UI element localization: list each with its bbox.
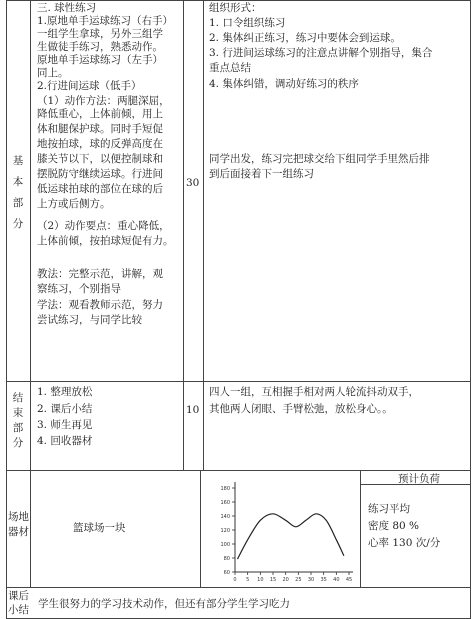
load-line: 心率 130 次/分 — [368, 537, 441, 549]
label-char: 部 — [12, 197, 24, 209]
label-char: 本 — [12, 176, 24, 188]
row-divider-venue-summary — [6, 587, 471, 588]
content-line: 体和腿保护球。同时手短促 — [37, 123, 163, 135]
org-line: 1. 口令组织练习 — [209, 17, 286, 29]
x-tick-label: 30 — [307, 577, 315, 583]
load-line: 密度 80 % — [368, 520, 420, 532]
org-line: 四人一组，互相握手相对两人轮流抖动双手， — [209, 386, 419, 398]
label-char: 分 — [12, 437, 24, 449]
summary-content: 学生很努力的学习技术动作，但还有部分学生学习吃力 — [38, 598, 290, 610]
content-line: 低运球拍球的部位在球的后 — [37, 183, 163, 195]
content-line: 教法：完整示范，讲解，观 — [37, 268, 163, 280]
ending-item: 3. 师生再见 — [37, 419, 93, 431]
col-divider-content — [183, 0, 184, 470]
x-tick-label: 20 — [282, 577, 289, 583]
label-line: 小结 — [8, 604, 29, 616]
content-line: 膝关节以下，以便控制球和 — [37, 153, 163, 165]
content-line: 学法：观看教师示范，努力 — [37, 299, 163, 311]
x-tick-label: 35 — [320, 577, 327, 583]
label-line: 课后 — [8, 590, 29, 602]
basic-time: 30 — [186, 177, 200, 189]
venue-content: 篮球场一块 — [73, 522, 126, 534]
content-line: 2.行进间运球（低手） — [37, 80, 142, 92]
content-line: 降低重心，上体前倾，用上 — [37, 108, 163, 120]
label-char: 束 — [12, 407, 24, 419]
table-right-border — [470, 0, 471, 619]
content-line: 三. 球性练习 — [37, 2, 97, 14]
col-divider-label — [30, 0, 31, 587]
y-tick-label: 180 — [220, 486, 230, 492]
label-char: 部 — [12, 422, 24, 434]
org-line: 4. 集体纠错，调动好练习的秩序 — [209, 78, 359, 90]
org-line: 组织形式： — [209, 2, 262, 14]
ending-item: 4. 回收器材 — [37, 435, 93, 447]
y-tick-label: 120 — [220, 528, 230, 534]
content-line: 生做徒手练习，熟悉动作。 — [37, 41, 163, 53]
org-line: 2. 集体纠正练习，练习中要体会到运球。 — [209, 32, 401, 44]
x-tick-label: 15 — [269, 577, 277, 583]
load-line: 练习平均 — [368, 503, 410, 515]
org-line: 3. 行进间运球练习的注意点讲解个别指导，集合 — [209, 47, 433, 59]
x-tick-label: 5 — [246, 577, 250, 583]
chart-layer — [220, 482, 353, 583]
x-tick-label: 10 — [257, 577, 264, 583]
venue-label — [7, 510, 30, 540]
row-divider-basic-ending — [6, 381, 471, 382]
heart-rate-series-line — [238, 514, 344, 559]
content-line: 1.原地单手运球练习（右手） — [37, 15, 174, 27]
x-tick-label: 25 — [295, 577, 302, 583]
y-tick-label: 100 — [220, 542, 230, 548]
content-line: 上体前倾，按拍球短促有力。 — [37, 235, 174, 247]
ending-time: 10 — [186, 404, 200, 416]
summary-label — [7, 589, 30, 617]
load-title: 预计负荷 — [398, 473, 440, 485]
content-line: 摆脱防守继续运球。行进间 — [37, 168, 163, 180]
ending-item: 2. 课后小结 — [37, 403, 93, 415]
label-char: 基 — [12, 155, 24, 167]
x-tick-label: 0 — [233, 577, 237, 583]
label-char: 结 — [12, 392, 24, 404]
org-line: 同学出发，练习完把球交给下组同学手里然后排 — [209, 153, 430, 165]
content-line: 同上。 — [37, 67, 69, 79]
content-line: 上方或后侧方。 — [37, 198, 111, 210]
label-line: 器材 — [8, 526, 29, 538]
y-tick-label: 140 — [220, 514, 230, 520]
y-tick-label: 80 — [223, 556, 230, 562]
basic-section-label — [11, 155, 25, 231]
content-line: 察练习，个别指导 — [37, 283, 121, 295]
label-char: 分 — [12, 218, 24, 230]
col-divider-time — [203, 0, 204, 470]
col-divider-chart-load — [360, 470, 361, 587]
x-tick-label: 40 — [333, 577, 340, 583]
heart-rate-chart — [201, 470, 360, 587]
content-line: （2）动作要点：重心降低， — [37, 220, 170, 232]
org-line: 到后面接着下一组练习 — [209, 168, 314, 180]
content-line: 原地单手运球练习（左手） — [37, 54, 163, 66]
y-tick-label: 60 — [223, 570, 230, 576]
content-line: （1）动作方法：两腿深屈， — [37, 95, 170, 107]
table-top-border — [6, 0, 471, 1]
ending-section-label — [11, 392, 25, 450]
org-line: 其他两人闭眼、手臂松弛，放松身心。。 — [209, 403, 393, 415]
org-line: 重点总结 — [209, 62, 251, 74]
content-line: 地按拍球，球的反弹高度在 — [37, 138, 163, 150]
content-line: 一组学生拿球，另外三组学 — [37, 28, 163, 40]
content-line: 尝试练习，与同学比较 — [37, 314, 142, 326]
x-tick-label: 45 — [345, 577, 353, 583]
ending-item: 1. 整理放松 — [37, 386, 93, 398]
y-tick-label: 160 — [220, 500, 230, 506]
label-line: 场地 — [8, 511, 29, 523]
